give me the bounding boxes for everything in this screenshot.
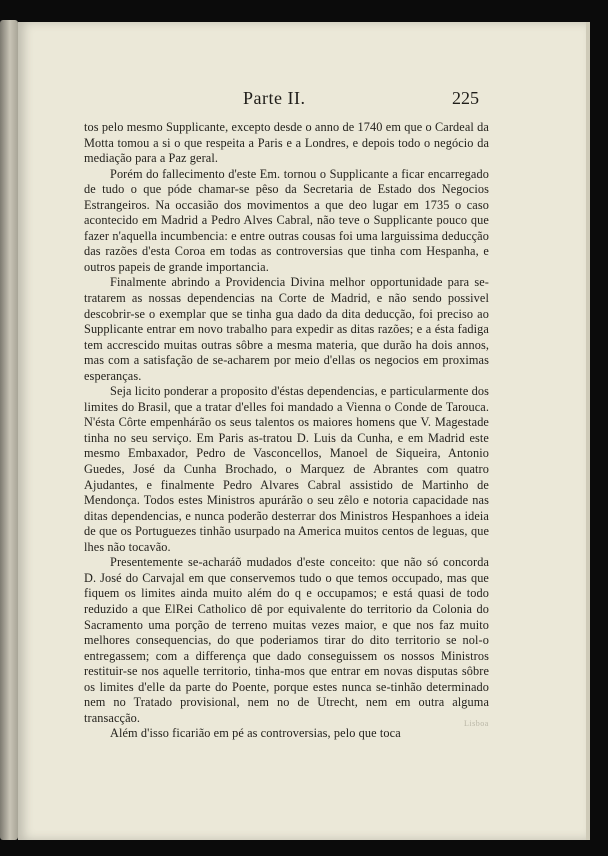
paragraph-last: Além d'isso ficarião em pé as controversias, pelo que toca [110,726,401,741]
body-text [84,120,489,742]
running-title: Parte II. [243,88,306,108]
paragraph: Porém do fallecimento d'este Em. tornou o Supplicante a ficar encarregado de tudo o que póde chamar-se pêso da Secretaria de Estado dos Negocios Estrangeiros. Na occasião dos movimentos a que deo lugar em 1735 o caso acontecido em Madrid a Pedro Alves Cabral, não teve o Supplicante pouco que fazer n'aquella incumbencia: e entre outras cousas foi uma larguissima deducção das razões d'esta Coroa em todas as controversias que tinha com Hespanha, e outros papeis de grande importancia. [84,166,489,274]
book-page [18,22,586,840]
page-number: 225 [452,88,479,108]
page-header [18,88,586,112]
page-edge [586,22,590,840]
library-stamp: Lisboa [464,719,489,728]
paragraph: Finalmente abrindo a Providencia Divina melhor opportunidade para se-tratarem as nossas dependencias na Corte de Madrid, e não sendo possivel descobrir-se o exemplar que se tinha gua dado da dita deducção, foi preciso ao Supplicante entrar em novo trabalho para expedir as ditas razões; e a ésta fadiga tem accrescido muitas outras sôbre a mesma materia, que durão ha dois annos, mas com a satisfação de se-acharem por meio d'ellas os negocios em proximas esperanças. [84,275,489,383]
paragraph-continuation: tos pelo mesmo Supplicante, excepto desde o anno de 1740 em que o Cardeal da Motta tomou a si o que respeita a Paris e a Londres, e depois todo o negócio da mediação para a Paz geral. [84,120,489,166]
paragraph: Presentemente se-acharáõ mudados d'este conceito: que não só concorda D. José do Carvajal em que conservemos tudo o que temos occupado, mas que fiquem os limites ainda muito além do q e occupamos; e está quasi de todo reduzido a que ElRei Catholico dê por equivalente do territorio da Colonia do Sacramento uma porção de terreno muitas vezes maior, e que nos faz muito melhores consequencias, do que poderiamos tirar do dito territorio se nol-o entregassem; com a differença que dado conseguissem os nossos Ministros restituir-se nos aquelle territorio, tinha-mos que entrar em novas disputas sôbre os limites d'elle da parte do Poente, porque estes nunca se-tinhão determinado nem no Tratado provisional, nem no de Utrecht, nem em outra alguma transacção. [84,555,489,725]
paragraph: Seja licito ponderar a proposito d'éstas dependencias, e particularmente dos limites do Brasil, que a tratar d'elles foi mandado a Vienna o Conde de Tarouca. N'ésta Côrte empenhárão os seus talentos os maiores homens que V. Magestade tinha no seu serviço. Em Paris as-tratou D. Luis da Cunha, e em Madrid este mesmo Embaxador, Pedro de Vasconcellos, Manoel de Siqueira, Antonio Guedes, José da Cunha Brochado, o Marquez de Abrantes com quatro Ajudantes, e finalmente Pedro Alvares Cabral assistido de Martinho de Mendonça. Todos estes Ministros apurárão o seu zêlo e notoria capacidade nas ditas dependencias, e nunca poderão desterrar dos Ministros Hespanhoes a ideia de que os Portuguezes tinhão usurpado na America muitos centos de leguas, que lhes não tocavão. [84,384,489,554]
book-spine [0,20,18,840]
